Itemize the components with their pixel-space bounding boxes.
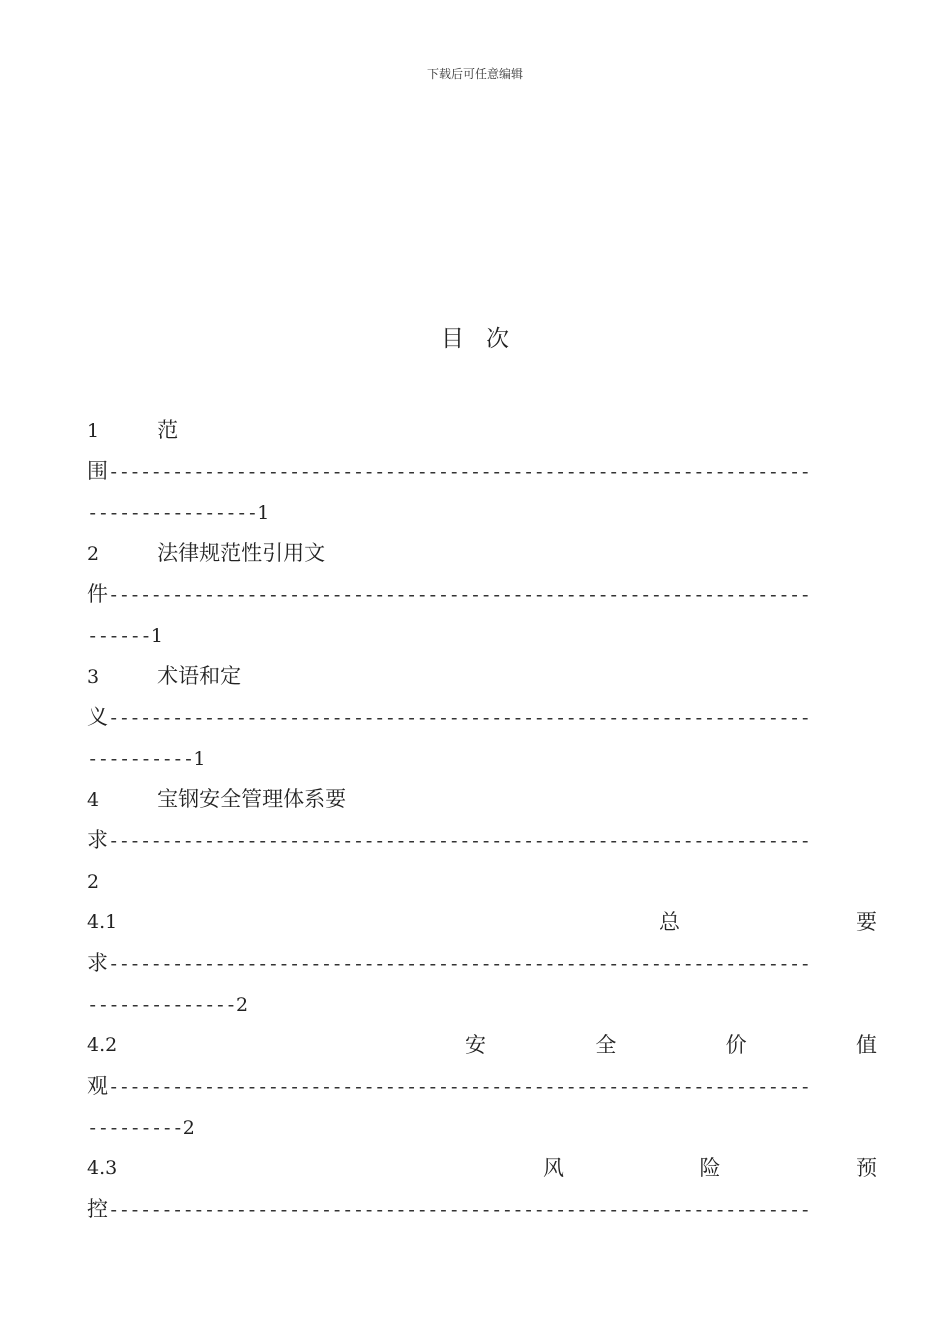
toc-entry-title-cont: 观 [87,1074,108,1098]
toc-entry-title-cont: 求 [87,951,108,975]
toc-leader-dashes: ------------------------------------------------------------------ [108,1076,811,1098]
toc-leader-dashes: ---------------- [87,502,258,524]
toc-page-number: 1 [193,748,206,770]
toc-entry-title-char: 总 [659,910,680,934]
toc-entry-title-cont: 义 [87,705,108,729]
toc-entry-title: 宝钢安全管理体系要 [157,787,347,811]
toc-entry-number: 1 [87,420,100,442]
toc-entry-title-char: 价 [725,1033,747,1057]
toc-page-number: 2 [235,994,249,1016]
toc-leader-dashes: ---------- [87,748,194,770]
toc-entry-4-2-leader [87,1066,877,1107]
toc-leader-dashes: ------------------------------------------------------------------ [108,461,811,483]
toc-entry-3-title [87,656,877,697]
toc-entry-2-page [87,615,877,656]
toc-entry-4-title [87,779,877,820]
toc-entry-number: 4.3 [87,1157,118,1179]
toc-entry-number: 4.2 [87,1034,118,1056]
toc-leader-dashes: ------------------------------------------------------------------ [108,1199,811,1221]
toc-entry-1-leader [87,451,877,492]
toc-entry-4-1-page [87,984,877,1025]
toc-entry-4-leader [87,820,877,861]
toc-leader-dashes: ------------------------------------------------------------------ [108,953,811,975]
toc-entry-4-2-title [87,1025,877,1066]
toc-entry-title: 法律规范性引用文 [157,541,326,565]
toc-entry-number: 3 [87,666,100,688]
toc-leader-dashes: -------------- [87,994,236,1016]
toc-entry-title-char: 要 [856,910,877,934]
toc-entry-title-char: 险 [699,1156,721,1180]
toc-entry-3-page [87,738,877,779]
toc-entry-title-cont: 围 [87,459,108,483]
toc-title: 目次 [441,326,531,352]
toc-page-number: 2 [87,871,100,893]
toc-entry-title-char: 风 [543,1156,564,1180]
toc-entry-title-cont: 件 [87,582,108,606]
toc-entry-2-leader [87,574,877,615]
toc-page-number: 1 [150,625,163,647]
toc-leader-dashes: ------------------------------------------------------------------ [108,584,811,606]
toc-entry-title-cont: 求 [87,828,108,852]
toc-entry-4-page [87,861,877,902]
toc-entry-number: 4.1 [87,911,118,933]
toc-entry-2-title [87,533,877,574]
toc-entry-4-1-leader [87,943,877,984]
toc-entry-title-char: 预 [856,1156,877,1180]
toc-entry-title-char: 全 [595,1033,617,1057]
toc-entry-number: 4 [87,789,100,811]
toc-entry-3-leader [87,697,877,738]
toc-entry-1-title [87,410,877,451]
toc-entry-4-3-leader [87,1189,877,1230]
toc-entry-number: 2 [87,543,100,565]
toc-entry-4-1-title [87,902,877,943]
toc-leader-dashes: --------- [87,1117,183,1139]
toc-entry-4-3-title [87,1148,877,1189]
header-note: 下载后可任意编辑 [426,67,523,81]
toc-page-number: 1 [257,502,270,524]
toc-entry-title-char: 值 [855,1033,877,1057]
toc-entry-title-char: 安 [465,1033,486,1057]
toc-leader-dashes: ------------------------------------------------------------------ [108,830,811,852]
toc-entry-title: 术语和定 [157,664,242,688]
toc-entry-title-cont: 控 [87,1197,108,1221]
toc-entry-4-2-page [87,1107,877,1148]
toc-leader-dashes: ------------------------------------------------------------------ [108,707,811,729]
toc-leader-dashes: ------ [87,625,151,647]
toc-page-number: 2 [182,1117,195,1139]
toc-entry-1-page [87,492,877,533]
table-of-contents [87,410,877,1230]
toc-entry-title: 范 [157,418,179,442]
